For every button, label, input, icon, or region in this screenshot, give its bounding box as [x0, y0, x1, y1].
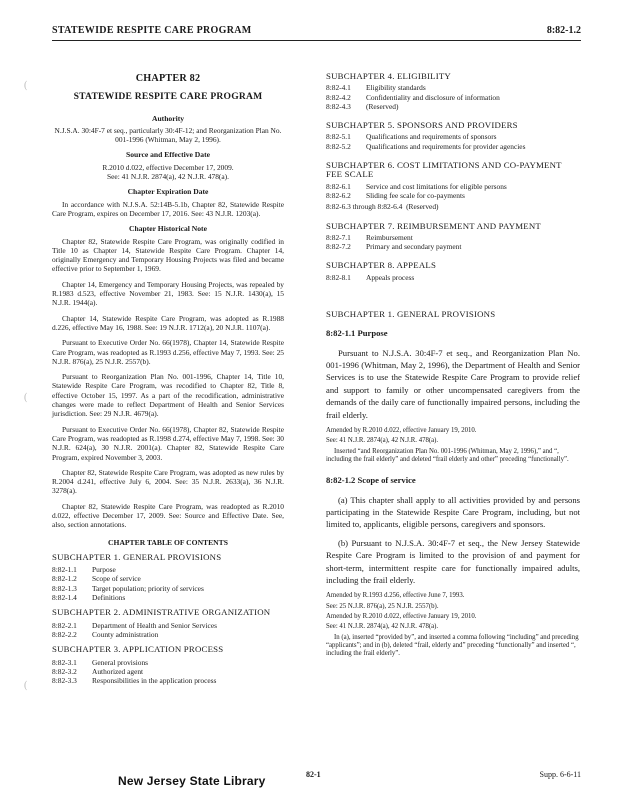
right-column	[326, 72, 580, 660]
toc-code: 8:82-3.3	[52, 676, 77, 686]
toc-code: 8:82-3.2	[52, 666, 77, 676]
toc-subchapter-title: SUBCHAPTER 5. SPONSORS AND PROVIDERS	[326, 120, 518, 131]
toc-label: Scope of service	[92, 574, 141, 584]
toc-list	[326, 132, 580, 151]
toc-subchapter-title: SUBCHAPTER 7. REIMBURSEMENT AND PAYMENT	[326, 220, 541, 231]
amendment-note: See: 25 N.J.R. 876(a), 25 N.J.R. 2557(b).	[326, 602, 439, 610]
chapter-number: CHAPTER 82	[135, 73, 201, 84]
toc-subchapter-title: SUBCHAPTER 8. APPEALS	[326, 260, 437, 271]
section-heading: 8:82-1.2 Scope of service	[326, 475, 416, 486]
history-paragraph: Chapter 82, Statewide Respite Care Program, was adopted as new rules by R.2004 d.241, effective July 6, 2004. See: 35 N.J.R. 2633(a), 36 N.J.R. 3278(a).	[52, 467, 284, 496]
chapter-title: STATEWIDE RESPITE CARE PROGRAM	[73, 91, 263, 103]
toc-code: 8:82-3.1	[52, 657, 77, 667]
section-heading: 8:82-1.1 Purpose	[326, 328, 388, 339]
toc-list	[52, 658, 284, 686]
toc-label: Service and cost limitations for eligible persons	[366, 181, 507, 191]
scan-mark: (	[24, 80, 28, 91]
left-column	[52, 72, 284, 687]
toc-subchapter-title: SUBCHAPTER 3. APPLICATION PROCESS	[52, 644, 224, 655]
section-body: Pursuant to N.J.S.A. 30:4F-7 et seq., and Reorganization Plan No. 001-1996 (Whitman, May 2, 1996), the Department of Health and Senior Services is to use the Statewide Respite Care Program to provide relief and support to family or other uncompensated caregivers from the demands of the daily care of functionally impaired persons, including the frail elderly.	[326, 347, 580, 420]
scan-mark: (	[24, 680, 28, 691]
toc-code: 8:82-6.2	[326, 190, 351, 200]
authority-text: N.J.S.A. 30:4F-7 et seq., particularly 30:4F-12; and Reorganization Plan No. 001-1996 (Whitman, May 2, 1996).	[54, 125, 282, 145]
section-body: (b) Pursuant to N.J.S.A. 30:4F-7 et seq., the New Jersey Statewide Respite Care Program is limited to the provision of and payment for short-term, intermittent respite care for functionally impaired adults, including the frail elderly.	[326, 537, 580, 585]
expiration-heading: Chapter Expiration Date	[127, 187, 209, 197]
toc-code: 8:82-6.3 through 8:82-6.4	[326, 202, 403, 212]
history-paragraph: Pursuant to Reorganization Plan No. 001-1996, Chapter 14, Title 10, Statewide Respite Care Program, was recodified to Chapter 82, Title 8, effective October 15, 1997. As a part of the recodification, administrative changes were made to reflect Department of Health and Senior Services jurisdiction. See: 29 N.J.R. 4679(a).	[52, 372, 284, 419]
history-paragraph: Chapter 82, Statewide Respite Care Program, was readopted as R.2010 d.022, effective December 17, 2009. See: Source and Effective Date. See, also, section annotations.	[52, 501, 284, 530]
toc-subchapter-title: SUBCHAPTER 6. COST LIMITATIONS AND CO-PAYMENT FEE SCALE	[326, 160, 562, 180]
source-text-2: See: 41 N.J.R. 2874(a), 42 N.J.R. 478(a).	[107, 172, 229, 182]
toc-label: Sliding fee scale for co-payments	[366, 190, 465, 200]
toc-label: General provisions	[92, 657, 149, 667]
amendment-note: In (a), inserted “provided by”, and inserted a comma following “including” and preceding “applicants”; and in (b), deleted “frail, elderly and” preceding “functionally” and inserted “, including the frail elderly”.	[326, 633, 579, 658]
amendment-note: Amended by R.2010 d.022, effective January 19, 2010.	[326, 613, 477, 620]
toc-heading: CHAPTER TABLE OF CONTENTS	[108, 537, 228, 547]
history-paragraph: Chapter 82, Statewide Respite Care Program, was originally codified in Title 10 as Chapter 14, Statewide Respite Care Program. Chapter 14, originally Emergency and Temporary Housing Projects was filed and became effective prior to September 1, 1969.	[52, 236, 284, 274]
source-text-1: R.2010 d.022, effective December 17, 2009.	[102, 162, 234, 172]
toc-code: 8:82-7.2	[326, 242, 351, 252]
history-paragraph: Pursuant to Executive Order No. 66(1978), Chapter 14, Statewide Respite Care Program, was readopted as R.1993 d.256, effective May 7, 1993. See: 25 N.J.R. 876(a), 25 N.J.R. 2557(b).	[52, 338, 284, 366]
toc-label: Qualifications and requirements of sponsors	[366, 132, 497, 142]
toc-list	[52, 621, 284, 640]
toc-list	[326, 182, 580, 201]
toc-subchapter-title: SUBCHAPTER 4. ELIGIBILITY	[326, 71, 451, 81]
section-body: (a) This chapter shall apply to all activities provided by and persons participating in the Statewide Respite Care Program, including, but not limited to, applicants, eligible persons, caregivers and sponsors.	[326, 494, 580, 530]
toc-code: 8:82-1.1	[52, 565, 77, 575]
toc-code: 8:82-7.1	[326, 232, 351, 242]
toc-code: 8:82-4.1	[326, 83, 351, 93]
amendment-note: See: 41 N.J.R. 2874(a), 42 N.J.R. 478(a).	[326, 623, 439, 631]
toc-code: 8:82-1.3	[52, 583, 77, 593]
toc-label: (Reserved)	[366, 101, 399, 111]
toc-label: Definitions	[92, 593, 126, 603]
toc-list	[326, 233, 580, 252]
toc-subchapter-title: SUBCHAPTER 1. GENERAL PROVISIONS	[52, 551, 222, 562]
toc-code: 8:82-8.1	[326, 272, 351, 282]
authority-heading: Authority	[151, 113, 185, 123]
toc-label: Confidentiality and disclosure of information	[366, 92, 500, 102]
toc-label: Primary and secondary payment	[366, 242, 462, 252]
toc-list	[326, 273, 580, 282]
amendment-note: Inserted “and Reorganization Plan No. 001-1996 (Whitman, May 2, 1996),” and “, including the frail elderly” and deleted “frail elderly and other” preceding “functionally”.	[326, 447, 569, 463]
header-code: 8:82-1.2	[546, 25, 581, 36]
page-number: 82-1	[306, 770, 321, 779]
history-paragraph: Chapter 14, Statewide Respite Care Program, was adopted as R.1988 d.226, effective May 16, 1988. See: 19 N.J.R. 1712(a), 20 N.J.R. 1107(a).	[52, 313, 284, 332]
toc-label: Responsibilities in the application process	[92, 676, 217, 686]
toc-label: (Reserved)	[406, 202, 439, 212]
toc-code: 8:82-5.2	[326, 141, 351, 151]
supplement-date: Supp. 6-6-11	[539, 770, 581, 779]
expiration-text: In accordance with N.J.S.A. 52:14B-5.1b, Chapter 82, Statewide Respite Care Program, expires on December 17, 2016. See: 43 N.J.R. 1203(a).	[52, 199, 284, 218]
history-paragraph: Chapter 14, Emergency and Temporary Housing Projects, was repealed by R.1983 d.523, effective November 21, 1983. See: 15 N.J.R. 1430(a), 15 N.J.R. 1944(a).	[52, 279, 284, 308]
toc-code: 8:82-5.1	[326, 132, 351, 142]
toc-code: 8:82-4.3	[326, 101, 351, 111]
history-paragraph: Pursuant to Executive Order No. 66(1978), Chapter 82, Statewide Respite Care Program, was readopted as R.1998 d.274, effective May 7, 1998. See: 30 N.J.R. 624(a), 30 N.J.R. 2001(a). Chapter 82, Statewide Respite Care Program, expired November 3, 2003.	[52, 424, 284, 462]
toc-list	[326, 83, 580, 111]
history-heading: Chapter Historical Note	[129, 224, 207, 234]
toc-label: County administration	[92, 629, 159, 639]
toc-label: Reimbursement	[366, 232, 413, 242]
toc-code: 8:82-2.1	[52, 620, 77, 630]
toc-label: Qualifications and requirements for provider agencies	[366, 141, 526, 151]
toc-label: Eligibility standards	[366, 83, 426, 93]
header-title: STATEWIDE RESPITE CARE PROGRAM	[52, 25, 252, 36]
toc-label: Department of Health and Senior Services	[92, 620, 217, 630]
amendment-note: See: 41 N.J.R. 2874(a), 42 N.J.R. 478(a).	[326, 437, 439, 445]
toc-code: 8:82-6.1	[326, 181, 351, 191]
amendment-note: Amended by R.1993 d.256, effective June 7, 1993.	[326, 592, 465, 600]
toc-code: 8:82-2.2	[52, 629, 77, 639]
toc-label: Appeals process	[366, 272, 415, 282]
toc-subchapter-title: SUBCHAPTER 2. ADMINISTRATIVE ORGANIZATION	[52, 607, 271, 618]
toc-code: 8:82-1.4	[52, 593, 77, 603]
toc-code: 8:82-4.2	[326, 92, 351, 102]
toc-label: Target population; priority of services	[92, 583, 204, 593]
scan-mark: (	[24, 392, 28, 403]
toc-list	[52, 565, 284, 602]
toc-code: 8:82-1.2	[52, 574, 77, 584]
library-watermark: New Jersey State Library	[118, 774, 266, 788]
amendment-note: Amended by R.2010 d.022, effective January 19, 2010.	[326, 427, 477, 435]
toc-label: Authorized agent	[92, 666, 144, 676]
source-heading: Source and Effective Date	[125, 150, 210, 160]
running-header	[52, 22, 581, 41]
subchapter-heading: SUBCHAPTER 1. GENERAL PROVISIONS	[326, 309, 496, 320]
toc-label: Purpose	[92, 565, 116, 575]
toc-range-row	[326, 202, 580, 211]
